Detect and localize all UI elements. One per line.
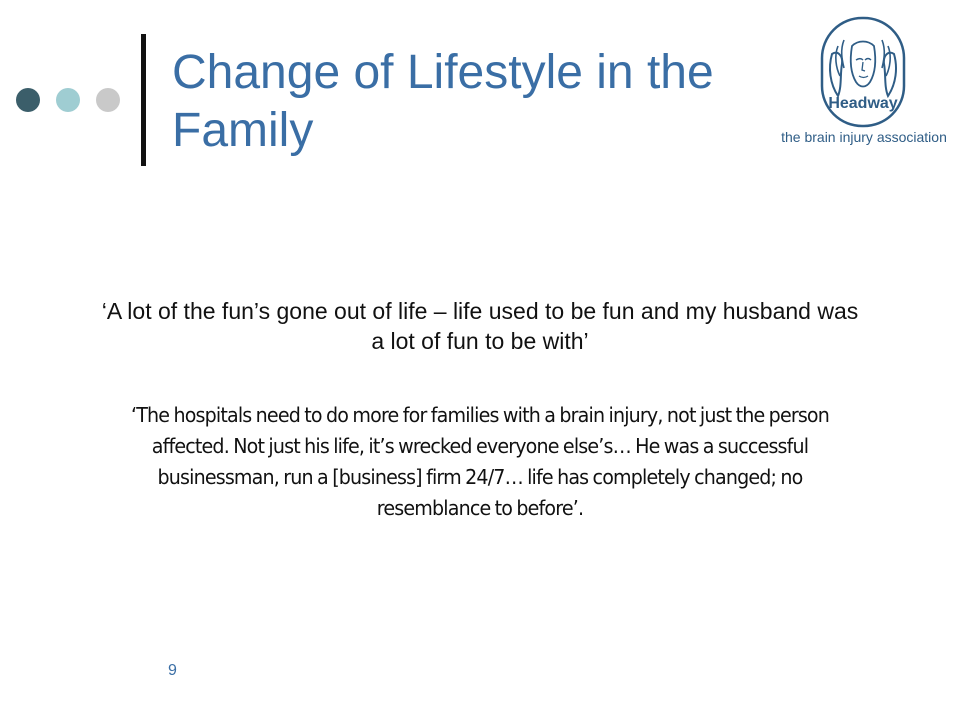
logo-tagline: the brain injury association bbox=[781, 129, 947, 145]
slide-number: 9 bbox=[168, 662, 177, 679]
decorative-dot-grey bbox=[96, 88, 120, 112]
slide-title: Change of Lifestyle in the Family bbox=[172, 46, 714, 157]
quote-1: ‘A lot of the fun’s gone out of life – life used to be fun and my husband was a lot of fun to be with’ bbox=[101, 298, 859, 354]
svg-text:Headway: Headway bbox=[828, 95, 898, 112]
decorative-dot-dark bbox=[16, 88, 40, 112]
title-divider bbox=[141, 34, 146, 166]
quote-2: ‘The hospitals need to do more for families with a brain injury, not just the person affected. Not just his life, it’s wrecked everyone else’s… He was a successful businessman, run a [business] firm 24/7… life has completely changed; no resemblance to before’. bbox=[130, 403, 830, 520]
decorative-dot-teal bbox=[56, 88, 80, 112]
headway-logo-icon bbox=[818, 16, 908, 128]
headway-logo bbox=[776, 16, 952, 148]
